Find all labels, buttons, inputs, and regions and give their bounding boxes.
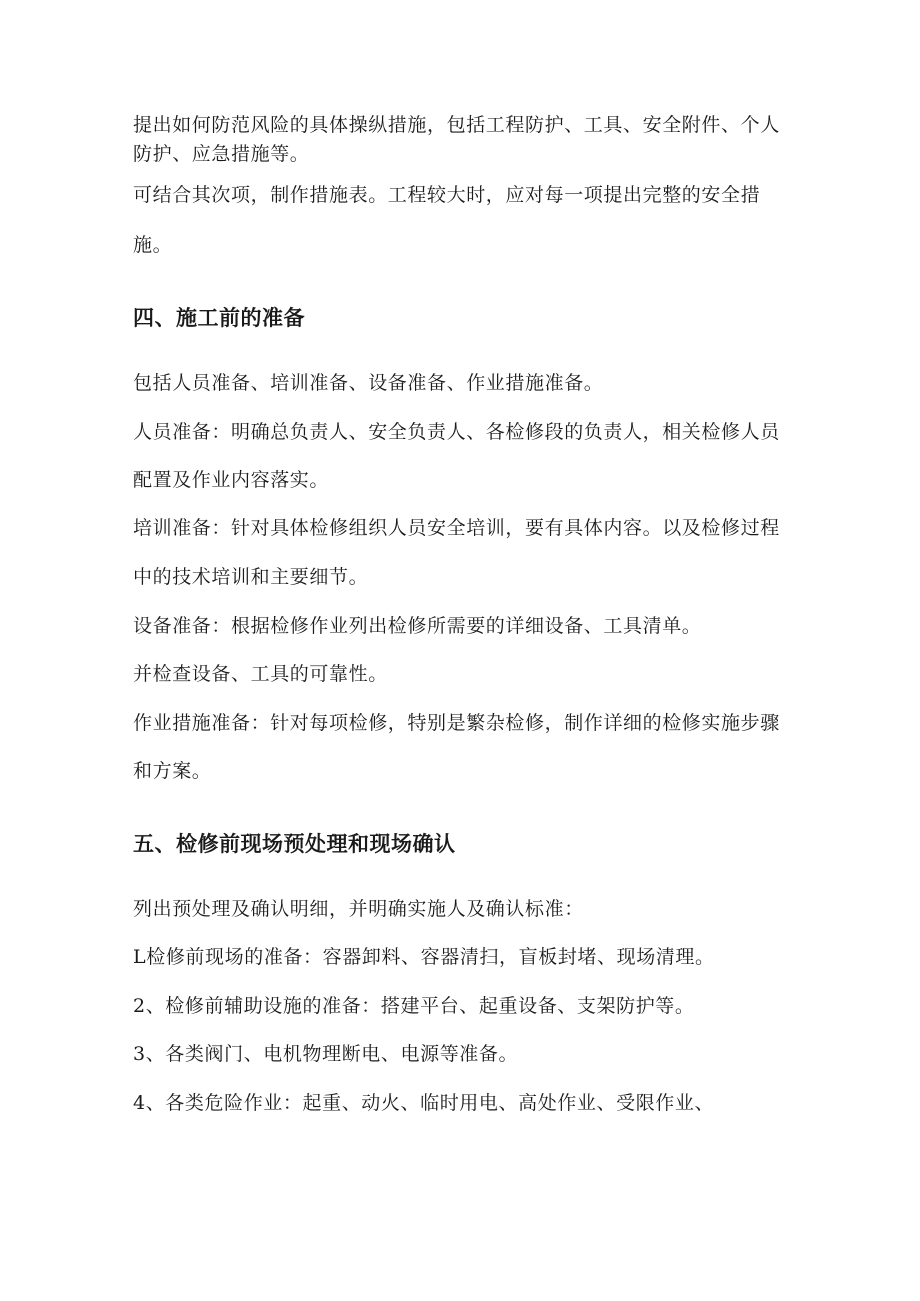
training-prep-line-2: 中的技术培训和主要细节。: [133, 566, 369, 588]
section-5-item-2: 2、检修前辅助设施的准备：搭建平台、起重设备、支架防护等。: [133, 995, 695, 1017]
section-4-heading: 四、施工前的准备: [133, 306, 305, 330]
training-prep-line-1: 培训准备：针对具体检修组织人员安全培训，要有具体内容。以及检修过程: [133, 517, 780, 539]
section-5-heading: 五、检修前现场预处理和现场确认: [133, 832, 456, 856]
personnel-prep-line-1: 人员准备：明确总负责人、安全负责人、各检修段的负责人，相关检修人员: [133, 421, 780, 443]
section-5-item-4: 4、各类危险作业：起重、动火、临时用电、高处作业、受限作业、: [133, 1092, 715, 1114]
section-5-summary: 列出预处理及确认明细，并明确实施人及确认标准：: [133, 898, 584, 920]
measures-prep-line-1: 作业措施准备：针对每项检修，特别是繁杂检修，制作详细的检修实施步骤: [133, 712, 780, 734]
equipment-prep-line-2: 并检查设备、工具的可靠性。: [133, 663, 388, 685]
measures-prep-line-2: 和方案。: [133, 760, 212, 782]
section-4-summary: 包括人员准备、培训准备、设备准备、作业措施准备。: [133, 372, 604, 394]
equipment-prep-line-1: 设备准备：根据检修作业列出检修所需要的详细设备、工具清单。: [133, 615, 702, 637]
section-5-item-3: 3、各类阀门、电机物理断电、电源等准备。: [133, 1043, 519, 1065]
intro-paragraph-2-line-2: 施。: [133, 234, 173, 256]
intro-paragraph-2-line-1: 可结合其次项，制作措施表。工程较大时，应对每一项提出完整的安全措: [133, 184, 761, 206]
intro-paragraph-1-line-1: 提出如何防范风险的具体操纵措施，包括工程防护、工具、安全附件、个人: [133, 114, 780, 136]
section-5-item-1: L检修前现场的准备：容器卸料、容器清扫，盲板封堵、现场清理。: [133, 946, 715, 968]
personnel-prep-line-2: 配置及作业内容落实。: [133, 469, 330, 491]
intro-paragraph-1-line-2: 防护、应急措施等。: [133, 143, 310, 165]
